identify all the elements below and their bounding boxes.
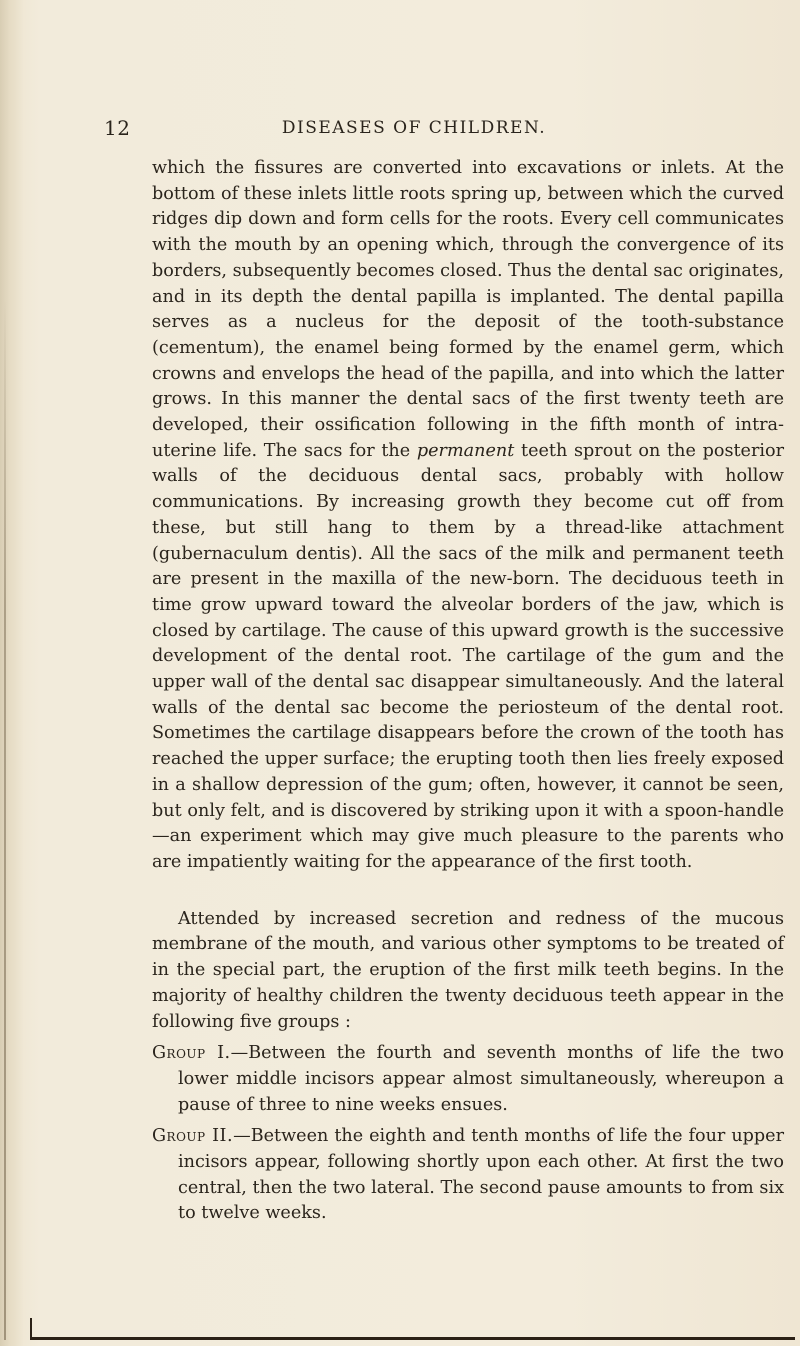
group-1-text: —Between the fourth and seventh months of life the two lower middle incisors appear almost simultaneously, whereupon a pause of three to nine weeks ensues.	[178, 1043, 785, 1115]
group-2-label: Group II.	[152, 1126, 234, 1147]
page-edge-mark	[30, 1318, 32, 1338]
group-2-text: —Between the eighth and tenth months of life the four upper incisors appear, following shortly upon each other. At first the two central, then the two lateral. The second pause amounts to from six to twelve weeks.	[178, 1126, 785, 1224]
paragraph-1-part-a: which the fissures are converted into excavations or inlets. At the bottom of these inlets little roots spring up, between which the curved ridges dip down and form cells for the roots. Every cell communicates with the mouth by an opening which, through the convergence of its borders, subsequently becomes closed. Thus the dental sac originates, and in its depth the dental papilla is implanted. The dental papilla serves as a nucleus for the deposit of the tooth-substance (cementum), the enamel being formed by the enamel germ, which crowns and envelops the head of the papilla, and into which the latter grows. In this manner the dental sacs of the first twenty teeth are developed, their ossification following in the fifth month of intra-uterine life. The sacs for the	[152, 158, 784, 461]
gutter-shadow	[4, 300, 6, 1340]
body-text	[152, 156, 784, 1227]
running-head: DISEASES OF CHILDREN.	[281, 118, 547, 138]
paragraph-eruption: Attended by increased secretion and redness of the mucous membrane of the mouth, and various other symptoms to be treated of in the special part, the eruption of the first milk teeth begins. In the majority of healthy children the twenty deciduous teeth appear in the following five groups :	[152, 908, 784, 1032]
paragraph-1-part-b: teeth sprout on the posterior walls of the deciduous dental sacs, probably with hollow communications. By increasing growth they become cut off from these, but still hang to them by a thread-like attachment (gubernaculum dentis). All the sacs of the milk and permanent teeth are present in the maxilla of the new-born. The deciduous teeth in time grow upward toward the alveolar borders of the jaw, which is closed by cartilage. The cause of this upward growth is the successive development of the dental root. The cartilage of the gum and the upper wall of the dental sac disappear simultaneously. And the lateral walls of the dental sac become the periosteum of the dental root. Sometimes the cartilage disappears before the crown of the tooth has reached the upper surface; the erupting tooth then lies freely exposed in a shallow depression of the gum; often, however, it cannot be seen, but only felt, and is discovered by striking upon it with a spoon-handle—an experiment which may give much pleasure to the parents who are impatiently waiting for the appearance of the first tooth.	[152, 440, 784, 872]
group-2-entry	[152, 1124, 784, 1227]
group-1-label: Group I.	[152, 1043, 231, 1064]
paragraph-continued	[152, 156, 784, 876]
page-header	[0, 116, 800, 146]
page-number: 12	[104, 116, 131, 140]
italic-term: permanent	[416, 440, 515, 461]
group-1-entry	[152, 1041, 784, 1118]
bottom-rule	[30, 1337, 795, 1340]
